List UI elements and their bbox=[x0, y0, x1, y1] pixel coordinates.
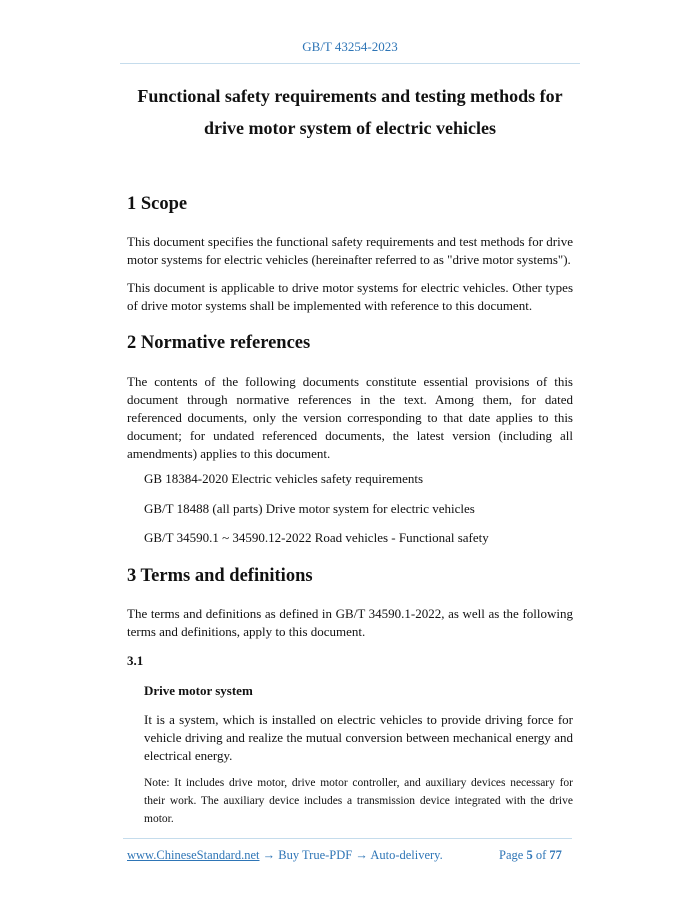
arrow-icon: → bbox=[355, 848, 368, 862]
section-heading-scope: 1 Scope bbox=[127, 194, 188, 214]
paragraph: The terms and definitions as defined in GB/T 34590.1-2022, as well as the following terms and definitions, apply to this document. bbox=[127, 606, 573, 639]
page-number bbox=[499, 848, 562, 863]
doc-title-line-2: drive motor system of electric vehicles bbox=[203, 118, 497, 138]
paragraph: This document specifies the functional safety requirements and test methods for drive motor systems for electric vehicles (hereinafter referred to as "drive motor systems"). bbox=[127, 234, 573, 267]
reference-item: GB/T 34590.1 ~ 34590.12-2022 Road vehicles - Functional safety bbox=[144, 530, 489, 545]
footer-links bbox=[127, 848, 443, 863]
auto-delivery-text: Auto-delivery. bbox=[370, 848, 443, 862]
term-name: Drive motor system bbox=[144, 683, 253, 698]
header-doc-id: GB/T 43254-2023 bbox=[302, 39, 398, 54]
paragraph: This document is applicable to drive motor systems for electric vehicles. Other types of drive motor systems shall be implemented with reference to this document. bbox=[127, 280, 573, 313]
footer-rule bbox=[123, 838, 572, 839]
of-label: of bbox=[535, 848, 547, 862]
reference-item: GB 18384-2020 Electric vehicles safety requirements bbox=[144, 471, 424, 486]
term-note: Note: It includes drive motor, drive motor controller, and auxiliary devices necessary for their work. The auxiliary device includes a transmission device integrated with the drive motor. bbox=[144, 777, 573, 825]
buy-true-pdf-text: Buy True-PDF bbox=[278, 848, 353, 862]
header-rule bbox=[120, 63, 580, 64]
term-number: 3.1 bbox=[127, 653, 144, 668]
paragraph: The contents of the following documents constitute essential provisions of this document through normative references in the text. Among them, for dated referenced documents, only the version corresponding to that date applies to this document; for undated referenced documents, the latest version (including all amendments) applies to this document. bbox=[127, 374, 573, 461]
section-heading-terms: 3 Terms and definitions bbox=[127, 566, 313, 586]
reference-item: GB/T 18488 (all parts) Drive motor system for electric vehicles bbox=[144, 501, 475, 516]
current-page: 5 bbox=[526, 848, 533, 862]
total-pages: 77 bbox=[549, 848, 562, 862]
section-heading-normative-references: 2 Normative references bbox=[127, 333, 311, 353]
chinesestandard-link[interactable]: www.ChineseStandard.net bbox=[127, 848, 260, 862]
arrow-icon: → bbox=[262, 848, 276, 862]
doc-title-line-1: Functional safety requirements and testing methods for bbox=[137, 86, 563, 106]
page-label: Page bbox=[499, 848, 524, 862]
term-definition: It is a system, which is installed on electric vehicles to provide driving force for vehicle driving and realize the mutual conversion between mechanical energy and electrical energy. bbox=[144, 712, 573, 763]
